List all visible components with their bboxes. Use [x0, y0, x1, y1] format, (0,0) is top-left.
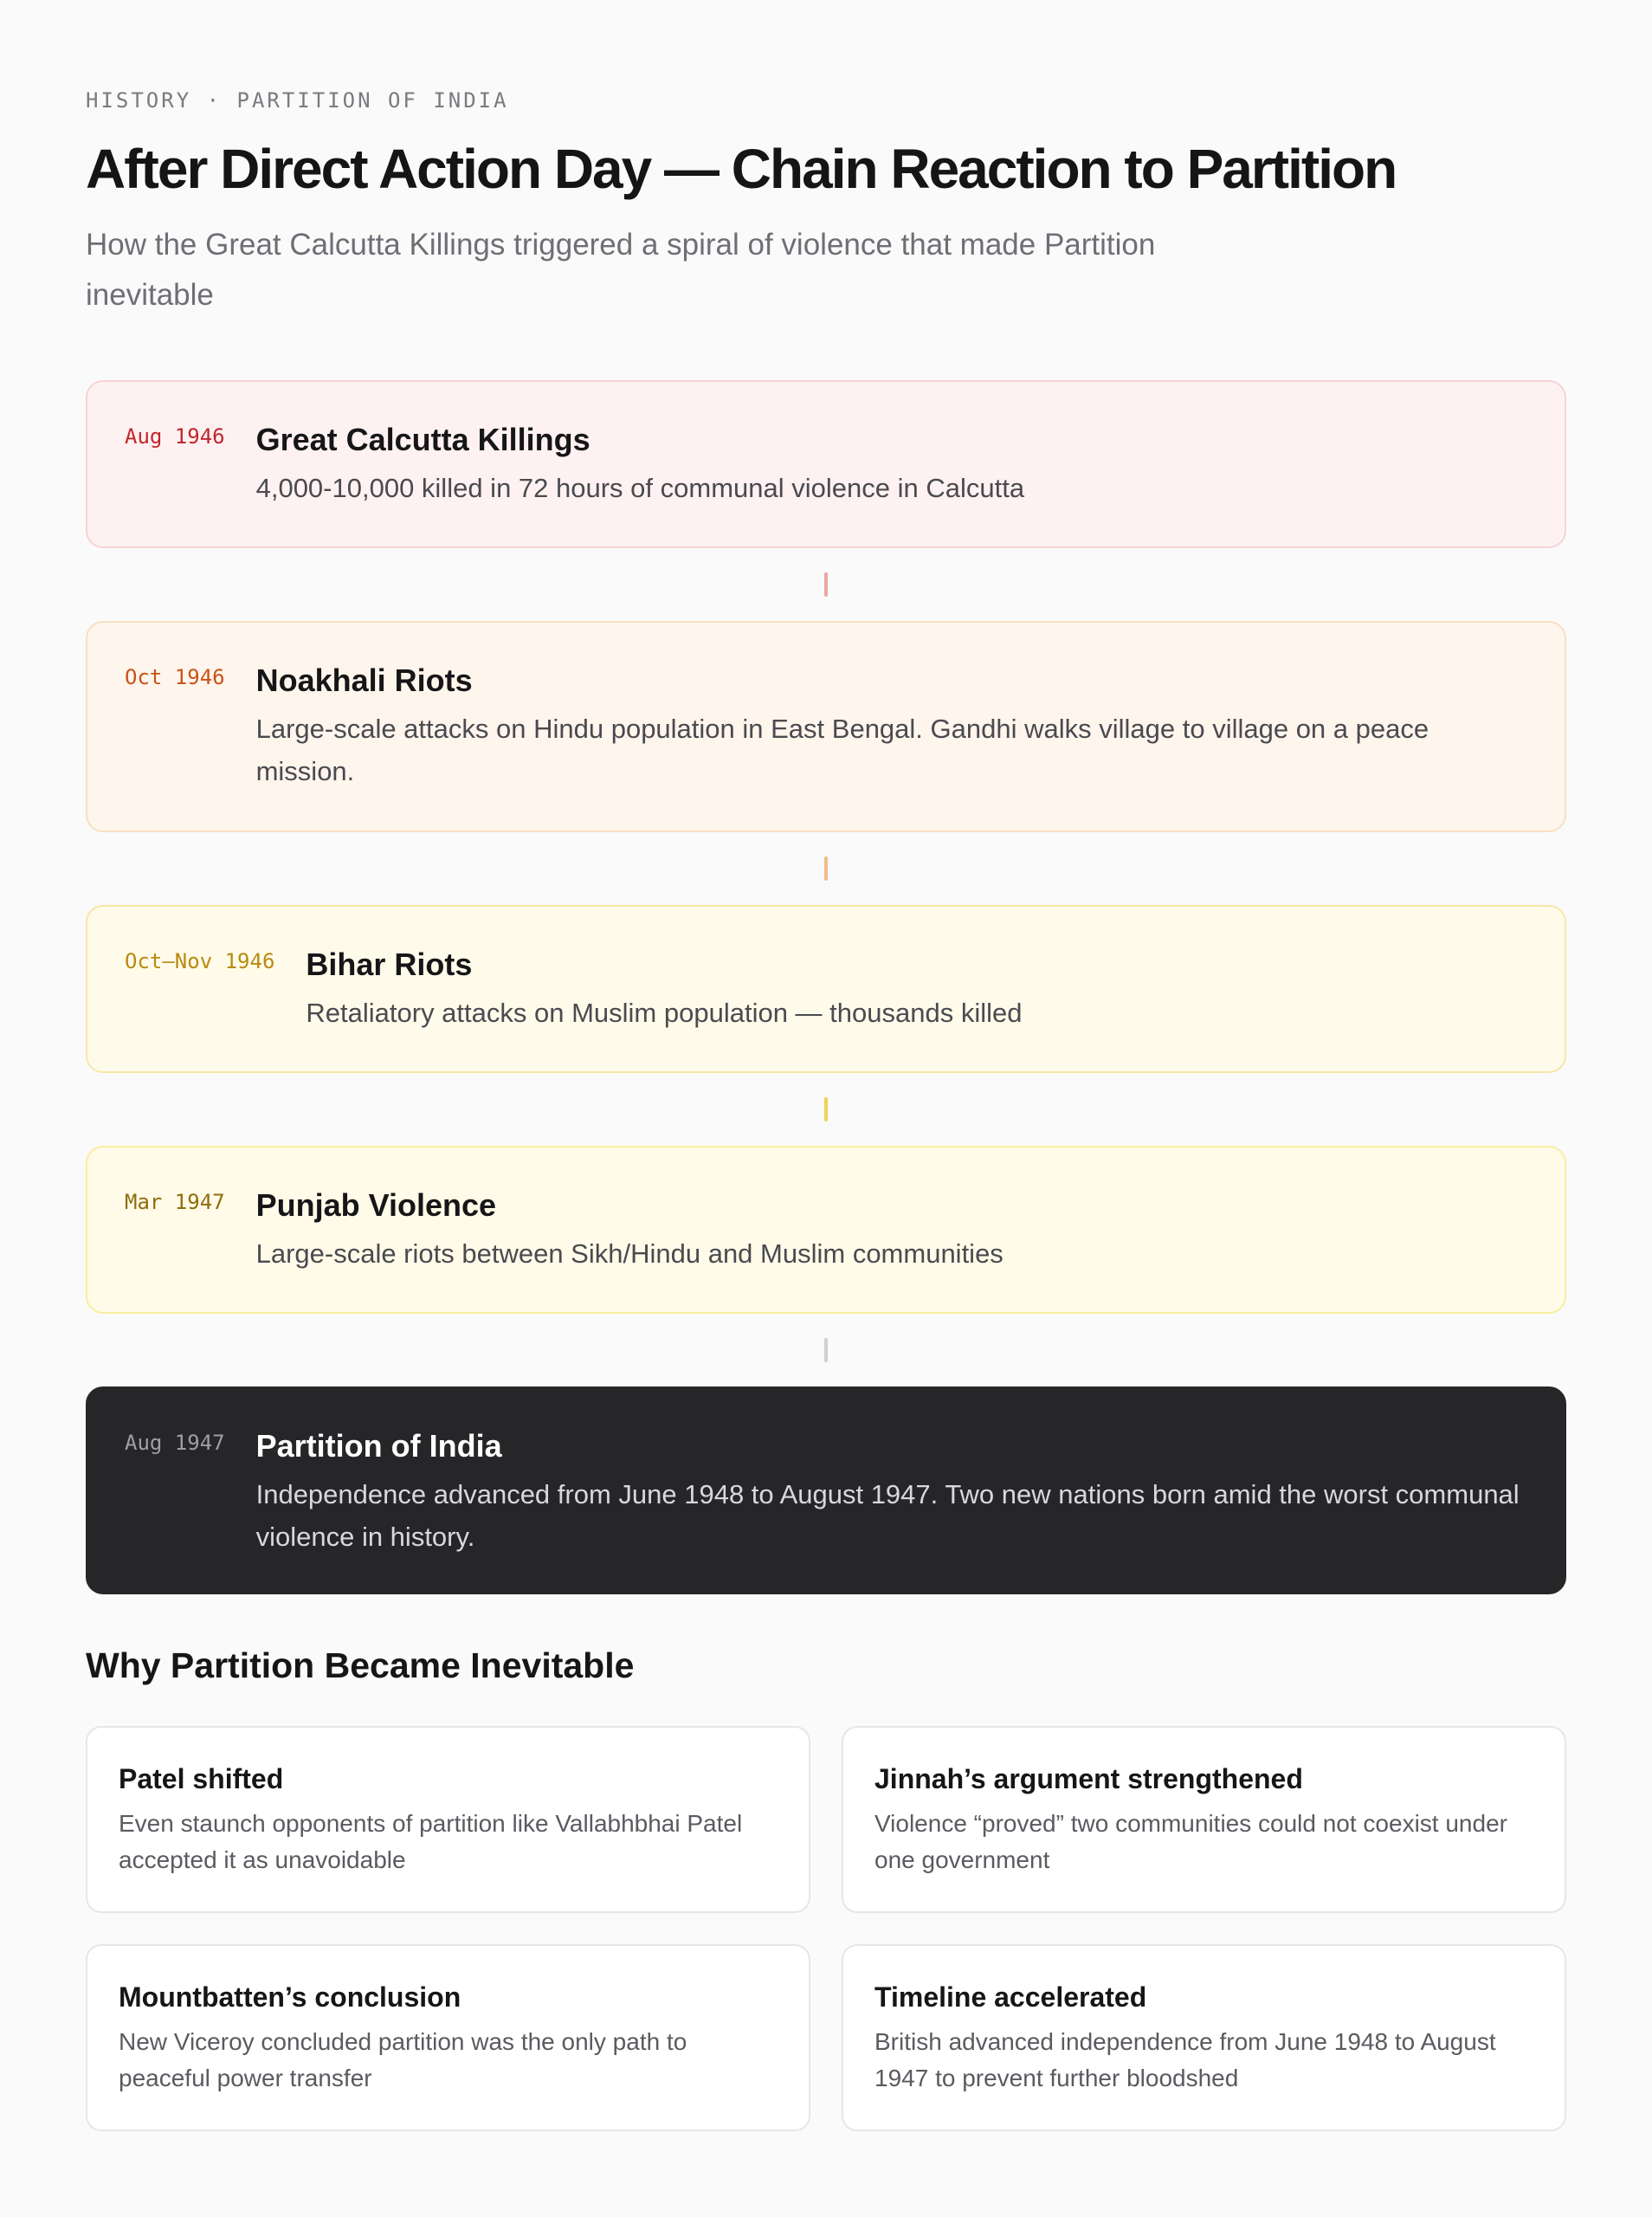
event-date: Aug 1946	[125, 424, 225, 449]
reasons-heading: Why Partition Became Inevitable	[86, 1645, 635, 1685]
reason-description: Violence “proved” two communities could not coexist under one government	[874, 1810, 1507, 1873]
page-title: After Direct Action Day — Chain Reaction to Partition	[86, 138, 1397, 200]
timeline-connector	[824, 856, 828, 881]
timeline	[86, 380, 1566, 1594]
reasons-grid	[86, 1726, 1566, 2131]
event-body	[256, 1426, 1526, 1558]
page-subtitle: How the Great Calcutta Killings triggered a spiral of violence that made Partition inevitable	[86, 228, 1156, 312]
reason-card-mountbatten	[86, 1944, 810, 2131]
event-description: Large-scale riots between Sikh/Hindu and Muslim communities	[255, 1238, 1003, 1269]
event-date: Aug 1947	[125, 1431, 225, 1455]
timeline-event-bihar-riots	[86, 905, 1566, 1073]
reason-card-timeline	[842, 1944, 1566, 2131]
reason-card-jinnah	[842, 1726, 1566, 1913]
event-body	[256, 420, 1526, 509]
timeline-event-punjab-violence	[86, 1146, 1566, 1314]
event-title: Bihar Riots	[306, 947, 473, 982]
timeline-connector	[824, 1097, 828, 1121]
breadcrumb: HISTORY · PARTITION OF INDIA	[86, 88, 509, 113]
event-date: Oct 1946	[125, 665, 225, 689]
event-date: Mar 1947	[125, 1190, 225, 1214]
event-body	[256, 661, 1526, 792]
event-title: Partition of India	[255, 1428, 502, 1464]
timeline-connector	[824, 572, 828, 597]
event-body	[306, 945, 1526, 1034]
reason-title: Timeline accelerated	[874, 1981, 1147, 2013]
event-title: Punjab Violence	[255, 1187, 497, 1223]
reason-description: British advanced independence from June 1948 to August 1947 to prevent further bloodshed	[874, 2028, 1496, 2091]
event-description: 4,000-10,000 killed in 72 hours of communal violence in Calcutta	[255, 473, 1025, 503]
event-description: Independence advanced from June 1948 to August 1947. Two new nations born amid the worst communal violence in history.	[255, 1479, 1520, 1552]
timeline-connector	[824, 1338, 828, 1362]
event-body	[256, 1186, 1526, 1275]
reason-card-patel	[86, 1726, 810, 1913]
timeline-event-calcutta-killings	[86, 380, 1566, 548]
event-title: Noakhali Riots	[255, 663, 473, 698]
event-description: Retaliatory attacks on Muslim population — thousands killed	[306, 998, 1023, 1028]
reason-description: New Viceroy concluded partition was the only path to peaceful power transfer	[119, 2028, 687, 2091]
event-title: Great Calcutta Killings	[255, 422, 590, 457]
timeline-event-noakhali-riots	[86, 621, 1566, 832]
reason-description: Even staunch opponents of partition like Vallabhbhai Patel accepted it as unavoidable	[119, 1810, 743, 1873]
reason-title: Patel shifted	[119, 1763, 284, 1794]
event-date: Oct–Nov 1946	[125, 949, 275, 973]
event-description: Large-scale attacks on Hindu population in East Bengal. Gandhi walks village to village on a peace mission.	[255, 714, 1429, 786]
timeline-event-partition	[86, 1386, 1566, 1594]
reason-title: Jinnah’s argument strengthened	[874, 1763, 1303, 1794]
reason-title: Mountbatten’s conclusion	[119, 1981, 461, 2013]
